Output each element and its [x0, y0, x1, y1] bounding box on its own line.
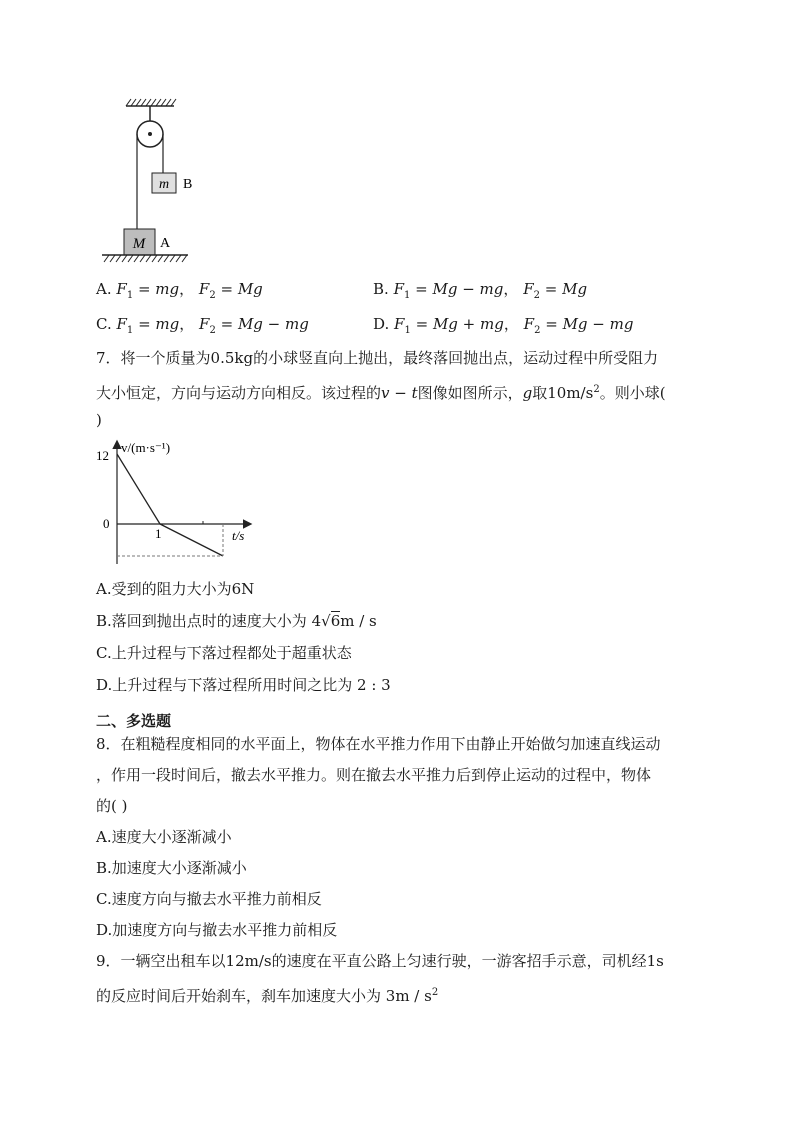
pulley-axle	[148, 132, 152, 136]
q8-stem-line2: ，作用一段时间后，撤去水平推力。则在撤去水平推力后到停止运动的过程中，物体	[96, 766, 652, 784]
q6-d-f2: Mg − mg	[562, 315, 634, 333]
q8-stem-line3: 的( )	[96, 797, 128, 815]
ground-hatch	[104, 255, 187, 262]
q7-stem-line1: 7．将一个质量为0.5kg的小球竖直向上抛出，最终落回抛出点，运动过程中所受阻力	[96, 349, 659, 367]
q9-stem-line2: 的反应时间后开始刹车，刹车加速度大小为 $3m / s^2$	[96, 987, 439, 1005]
sqrt-sign: √	[321, 612, 331, 630]
q8-option-a: A.速度大小逐渐减小	[96, 828, 232, 846]
q6-option-a: A. $F_1$ = mg， $F_2 = Mg$	[96, 280, 263, 301]
q6-option-c: C. $F_1$ = mg， $F_2 = Mg$ − mg	[96, 315, 309, 336]
q6-b-f2: Mg	[562, 280, 588, 298]
q8-option-c: C.速度方向与撤去水平推力前相反	[96, 890, 322, 908]
q8-stem-line1: 8．在粗糙程度相同的水平面上，物体在水平推力作用下由静止开始做匀加速直线运动	[96, 735, 661, 753]
q7-option-c: C.上升过程与下落过程都处于超重状态	[96, 644, 352, 662]
label-B: B	[183, 177, 193, 192]
q7-stem-line3: )	[96, 411, 102, 429]
q6-d-f1: Mg + mg	[432, 315, 504, 333]
vt-line-fall	[160, 524, 223, 556]
q9-stem-line1: 9．一辆空出租车以12m/s的速度在平直公路上匀速行驶，一游客招手示意，司机经1s	[96, 952, 664, 970]
q7-stem-line2: 大小恒定，方向与运动方向相反。该过程的v − t图像如图所示，g取$10m/s^2$。则小球(	[96, 384, 666, 402]
tick-12: 12	[96, 448, 109, 463]
q6-b-f1: Mg − mg	[432, 280, 504, 298]
q6-c-f1: mg	[155, 315, 180, 333]
q6-option-d: D. $F_1 = Mg$ + mg， $F_2 = Mg$ − mg	[373, 315, 634, 336]
tick-0: 0	[103, 516, 110, 531]
q6-c-f2: Mg − mg	[237, 315, 309, 333]
q7-option-b: B.落回到抛出点时的速度大小为 4√6m / s	[96, 612, 377, 630]
vt-graph	[90, 436, 260, 570]
tick-1: 1	[155, 526, 162, 541]
section-title: 二、多选题	[96, 712, 172, 730]
y-axis-label: v/(m·s⁻¹)	[121, 440, 171, 455]
q7-option-a: A.受到的阻力大小为6N	[96, 580, 255, 598]
q8-option-d: D.加速度方向与撤去水平推力前相反	[96, 921, 338, 939]
block-M-label: M	[132, 236, 146, 252]
q8-option-b: B.加速度大小逐渐减小	[96, 859, 247, 877]
vt-line-rise	[117, 454, 160, 524]
q7-option-d: D.上升过程与下落过程所用时间之比为 2 : 3	[96, 676, 391, 694]
pulley-figure	[96, 94, 216, 269]
q6-a-f1: mg	[155, 280, 180, 298]
q6-a-f2: Mg	[237, 280, 263, 298]
label-A: A	[160, 236, 171, 251]
block-m-label: m	[158, 177, 170, 192]
ceiling-hatch	[126, 99, 176, 106]
q6-option-b: B. $F_1 = Mg$ − mg， $F_2 = Mg$	[373, 280, 588, 301]
x-axis-label: t/s	[232, 528, 245, 543]
